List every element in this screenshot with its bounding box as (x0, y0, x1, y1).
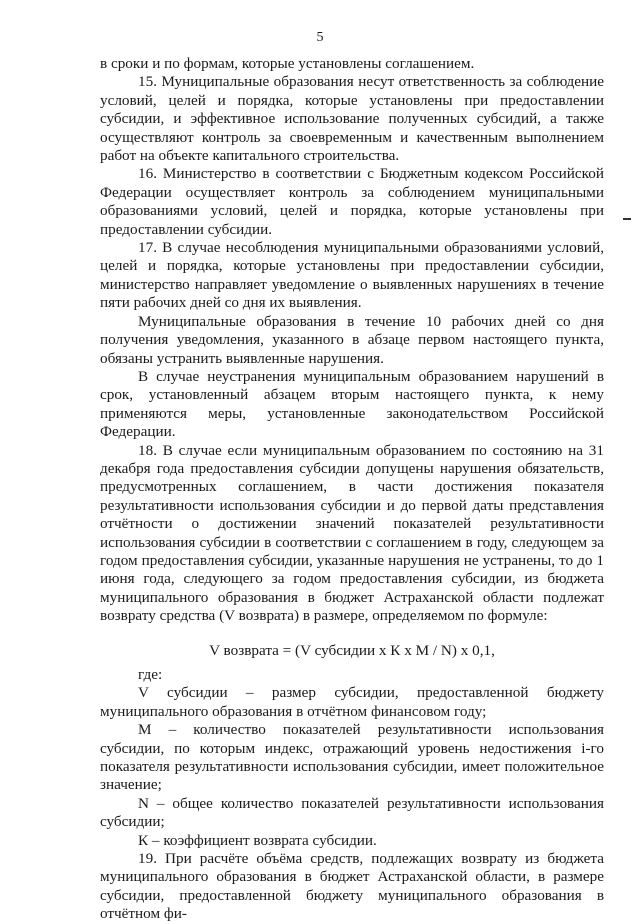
paragraph-17-part-3: В случае неустранения муниципальным образованием нарушений в срок, установленный абзацем вторым настоящего пункта, к нему применяются меры, установленные законодательством Российской Федерации. (100, 367, 604, 441)
definition-k: К – коэффициент возврата субсидии. (138, 831, 377, 849)
paragraph-continuation: в сроки и по формам, которые установлены соглашением. (100, 55, 475, 72)
definition-v-subsidy: V субсидии – размер субсидии, предоставленной бюджету муниципального образования в отчётном финансовом году; (100, 684, 604, 720)
paragraph-17: 17. В случае несоблюдения муниципальными образованиями условий, целей и порядка, которые установлены при предоставлении субсидии, министерство направляет уведомление о выявленных нарушениях в течение пяти рабочих дней со дня их выявления. (100, 239, 604, 312)
definition-m: М – количество показателей результативности использования субсидии, по которым индекс, отражающий уровень недостижения i-го показателя результативности использования субсидии, имеет положительное значение; (100, 721, 604, 794)
page-number: 5 (316, 30, 324, 45)
paragraph-16: 16. Министерство в соответствии с Бюджетным кодексом Российской Федерации осуществляет контроль за соблюдением муниципальными образованиями условий, целей и порядка, которые установлены при предоставлении субсидии. (100, 165, 604, 238)
paragraph-17-part-2: Муниципальные образования в течение 10 рабочих дней со дня получения уведомления, указанного в абзаце первом настоящего пункта, обязаны устранить выявленные нарушения. (100, 312, 604, 367)
paragraph-15: 15. Муниципальные образования несут ответственность за соблюдение условий, целей и порядка, которые установлены при предоставлении субсидии, и эффективное использование полученных субсидий, а также осуществляют контроль за своевременным и качественным выполнением работ на объекте капитального строительства. (100, 73, 604, 165)
margin-mark (623, 218, 631, 220)
document-body (100, 55, 604, 924)
paragraph-18: 18. В случае если муниципальным образованием по состоянию на 31 декабря года предоставления субсидии допущены нарушения обязательств, предусмотренных соглашением, в части достижения показателя результативности использования субсидии и до первой даты представления отчётности о достижении значений показателей результативности использования субсидии в соответствии с соглашением в году, следующем за годом предоставления субсидии, указанные нарушения не устранены, то до 1 июня года, следующего за годом предоставления субсидии, из бюджета муниципального образования в бюджет Астраханской области подлежат возврату средства (V возврата) в размере, определяемом по формуле: (100, 441, 604, 625)
definition-n: N – общее количество показателей результативности использования субсидии; (100, 794, 604, 831)
formula-where: где: (138, 666, 163, 683)
formula: V возврата = (V субсидии x К x М / N) x 0,1, (209, 641, 495, 659)
paragraph-19: 19. При расчёте объёма средств, подлежащих возврату из бюджета муниципального образования в бюджет Астраханской области, в размере субсидии, предоставленной бюджету муниципального образования в отчётном фи- (100, 850, 604, 923)
